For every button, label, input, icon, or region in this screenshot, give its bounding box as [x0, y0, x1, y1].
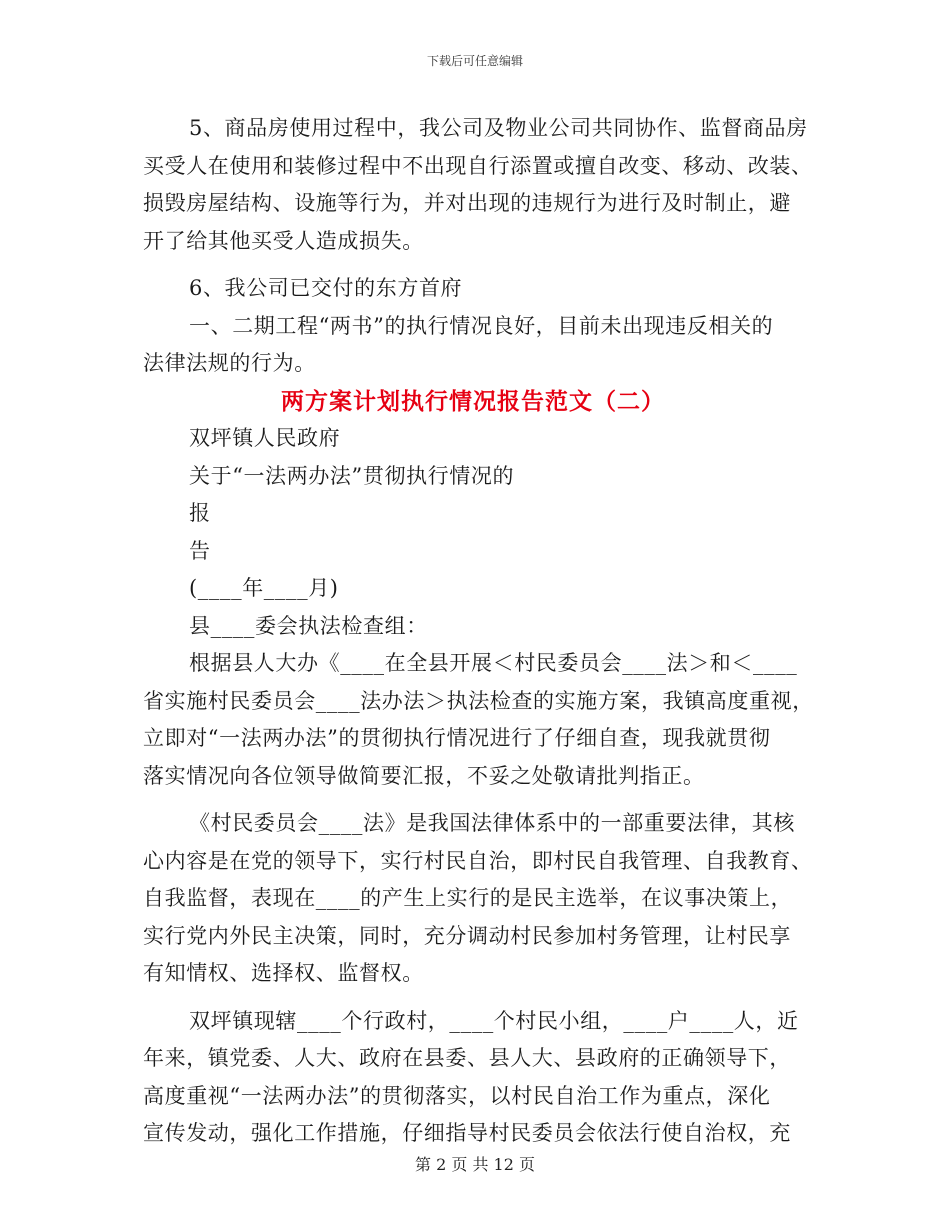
- text-line: 落实情况向各位领导做简要汇报，不妥之处敬请批判指正。: [143, 763, 705, 788]
- text-line: 高度重视“一法两办法”的贯彻落实，以村民自治工作为重点，深化: [143, 1083, 771, 1108]
- text-line: 开了给其他买受人造成损失。: [143, 228, 424, 253]
- text-line: 报: [189, 501, 211, 525]
- text-line: 根据县人大办《____在全县开展＜村民委员会____法＞和＜____: [189, 651, 798, 675]
- document-body: [143, 110, 814, 1153]
- text-line: 立即对“一法两办法”的贯彻执行情况进行了仔细自查，现我就贯彻: [143, 726, 771, 750]
- text-line: 有知情权、选择权、监督权。: [143, 961, 424, 985]
- text-line: 宣传发动，强化工作措施，仔细指导村民委员会依法行使自治权，充: [143, 1121, 791, 1145]
- text-line: 年来，镇党委、人大、政府在县委、县人大、县政府的正确领导下，: [143, 1046, 791, 1070]
- text-line: 自我监督，表现在____的产生上实行的是民主选举，在议事决策上，: [143, 886, 793, 910]
- text-line: 告: [189, 538, 211, 563]
- text-line: 法律法规的行为。: [143, 351, 316, 375]
- intro-paragraphs: [143, 110, 813, 383]
- page-header: 下载后可任意编辑: [426, 54, 523, 68]
- text-line: 双坪镇人民政府: [189, 426, 341, 450]
- text-line: 省实施村民委员会____法办法＞执法检查的实施方案，我镇高度重视，: [143, 688, 814, 713]
- text-line: 买受人在使用和装修过程中不出现自行添置或擅自改变、移动、改装、: [143, 153, 813, 178]
- page-footer: 第 2 页 共 12 页: [415, 1155, 535, 1174]
- text-line: 双坪镇现辖____个行政村，____个村民小组，____户____人，近: [189, 1008, 799, 1033]
- text-line: 损毁房屋结构、设施等行为，并对出现的违规行为进行及时制止，避: [143, 191, 791, 215]
- text-line: (____年____月): [189, 576, 339, 600]
- text-line: 《村民委员会____法》是我国法律体系中的一部重要法律，其核: [189, 811, 795, 835]
- text-line: 心内容是在党的领导下，实行村民自治，即村民自我管理、自我教育、: [143, 848, 813, 873]
- text-line: 县____委会执法检查组：: [189, 613, 428, 638]
- text-line: 5、商品房使用过程中，我公司及物业公司共同协作、监督商品房: [189, 116, 808, 140]
- text-line: 一、二期工程“两书”的执行情况良好，目前未出现违反相关的: [189, 313, 774, 338]
- text-line: 关于“一法两办法”贯彻执行情况的: [189, 463, 515, 488]
- section-title: 两方案计划执行情况报告范文（二）: [281, 387, 665, 415]
- text-line: 实行党内外民主决策，同时，充分调动村民参加村务管理，让村民享: [143, 923, 791, 948]
- text-line: 6、我公司已交付的东方首府: [189, 276, 463, 300]
- section-paragraphs: [143, 420, 814, 1153]
